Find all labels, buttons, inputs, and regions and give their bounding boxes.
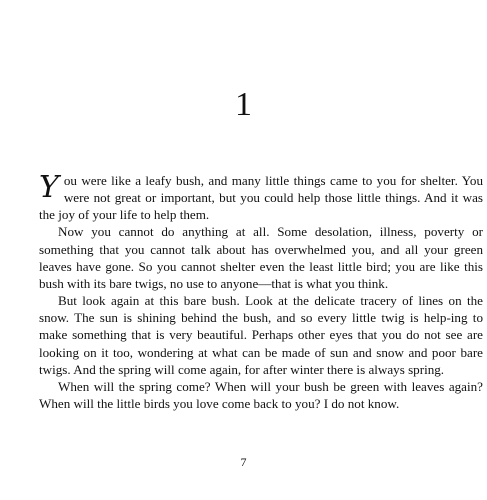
- drop-cap: Y: [39, 170, 59, 205]
- chapter-number: 1: [235, 86, 252, 123]
- page-number: 7: [240, 455, 247, 469]
- paragraph-4: When will the spring come? When will your bush be green with leaves again? When will the little birds you love come back to you? I do not know.: [39, 378, 483, 412]
- paragraph-1-text: ou were like a leafy bush, and many little things came to you for shelter. You were not great or important, but you could help those little things. And it was the joy of your life to help them.: [39, 173, 483, 223]
- paragraph-3: But look again at this bare bush. Look at the delicate tracery of lines on the snow. The sun is shining behind the bush, and so every little twig is help-ing to make something that is very beautiful. Perhaps other eyes that you do not see are looking on it too, wondering at what can be made of sun and snow and poor bare twigs. And the spring will come again, for after winter there is always spring.: [39, 293, 483, 377]
- paragraph-2: Now you cannot do anything at all. Some desolation, illness, poverty or something that you cannot talk about has overwhelmed you, and all your green leaves have gone. So you cannot shelter even the least little bird; you are like this bush with its bare twigs, no use to anyone—that is what you think.: [39, 224, 483, 291]
- paragraph-1: [39, 172, 483, 223]
- chapter-body: [39, 172, 483, 412]
